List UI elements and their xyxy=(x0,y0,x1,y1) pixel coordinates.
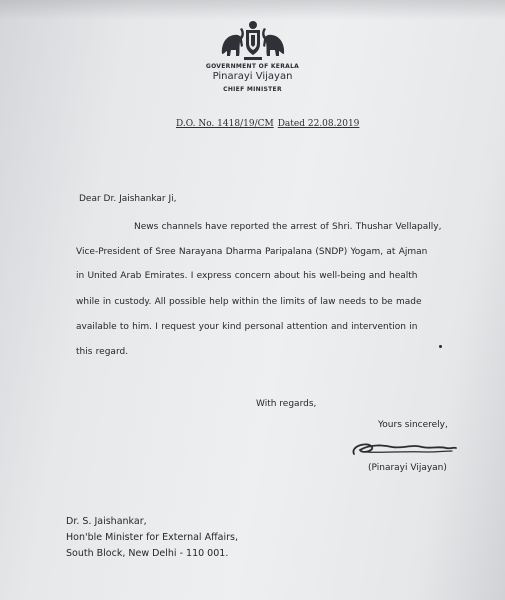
paper-shadow xyxy=(0,0,505,20)
handwritten-signature xyxy=(348,437,460,461)
kerala-state-emblem-icon xyxy=(218,18,288,62)
closing-sincerely: Yours sincerely, xyxy=(378,420,448,430)
body-line-2: Vice-President of Sree Narayana Dharma Paripalana (SNDP) Yogam, at Ajman xyxy=(76,247,428,257)
closing-regards: With regards, xyxy=(256,399,317,409)
body-line-1: News channels have reported the arrest of Shri. Thushar Vellapally, xyxy=(134,222,442,232)
body-line-3: in United Arab Emirates. I express concern about his well-being and health xyxy=(76,271,418,281)
body-line-5: available to him. I request your kind personal attention and intervention in xyxy=(76,322,418,332)
sender-designation: CHIEF MINISTER xyxy=(223,86,282,93)
recipient-title: Hon'ble Minister for External Affairs, xyxy=(66,532,238,543)
signatory-name: (Pinarayi Vijayan) xyxy=(368,463,447,473)
government-title: GOVERNMENT OF KERALA xyxy=(205,63,300,70)
reference-line xyxy=(176,119,359,129)
recipient-name: Dr. S. Jaishankar, xyxy=(66,516,147,527)
sender-name: Pinarayi Vijayan xyxy=(212,71,293,82)
ink-dot xyxy=(439,345,442,348)
body-line-6: this regard. xyxy=(76,347,129,357)
recipient-address: South Block, New Delhi - 110 001. xyxy=(66,548,229,559)
reference-date: Dated 22.08.2019 xyxy=(277,119,360,129)
reference-number: D.O. No. 1418/19/CM xyxy=(176,119,274,129)
body-line-4: while in custody. All possible help within the limits of law needs to be made xyxy=(76,297,422,307)
salutation: Dear Dr. Jaishankar Ji, xyxy=(79,194,177,204)
